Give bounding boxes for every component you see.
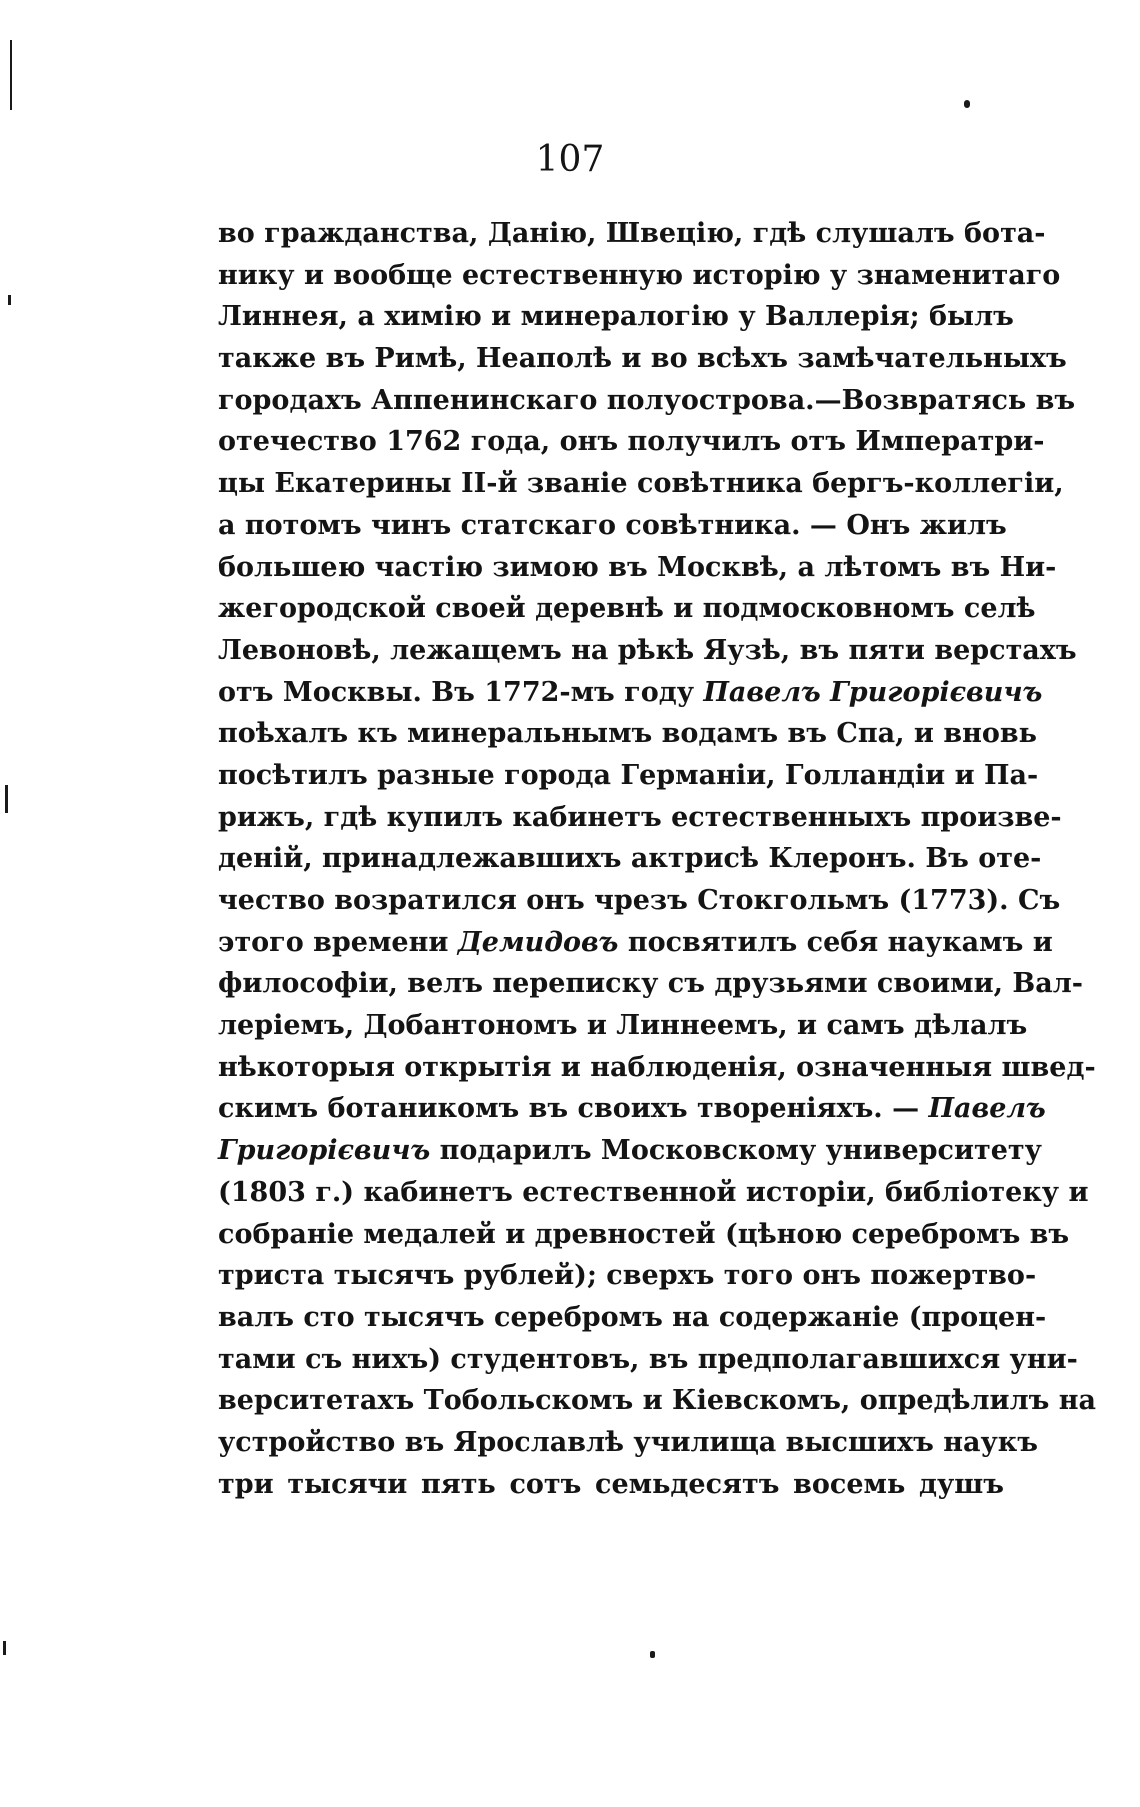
italic-name: Павелъ <box>928 1093 1046 1125</box>
text-segment: также въ Римѣ, Неаполѣ и во всѣхъ замѣчательныхъ <box>218 343 1067 375</box>
text-segment: отъ Москвы. Въ 1772-мъ году <box>218 676 704 708</box>
text-segment: чество возратился онъ чрезъ Стокгольмъ (1773). Съ <box>218 885 1061 916</box>
text-line <box>218 672 1043 714</box>
text-segment: устройство въ Ярославлѣ училища высшихъ наукъ <box>218 1426 1038 1458</box>
text-segment: поѣхалъ къ минеральнымъ водамъ въ Спа, и вновь <box>218 718 1037 750</box>
text-segment: деній, принадлежавшихъ актрисѣ Клеронъ. Въ оте- <box>218 843 1042 875</box>
text-line <box>218 1088 1046 1130</box>
text-line <box>218 505 1007 547</box>
text-segment: тами съ нихъ) студентовъ, въ предполагавшихся уни- <box>218 1343 1078 1375</box>
text-segment: подарилъ Московскому университету <box>430 1135 1042 1167</box>
text-line <box>218 755 1039 797</box>
text-line <box>218 463 1064 505</box>
text-line <box>218 338 1067 380</box>
text-segment: верситетахъ Тобольскомъ и Кіевскомъ, опредѣлилъ на <box>218 1385 1096 1417</box>
italic-name: Демидовъ <box>457 926 619 958</box>
scan-speck <box>8 295 11 305</box>
text-line <box>218 922 1053 964</box>
text-line <box>218 1255 1037 1297</box>
scan-speck <box>964 100 970 108</box>
text-line <box>218 421 1045 463</box>
text-line <box>218 1130 1042 1172</box>
text-line <box>218 380 1076 422</box>
text-segment: Левоновѣ, лежащемъ на рѣкѣ Яузѣ, въ пяти верстахъ <box>218 634 1077 666</box>
text-line <box>218 630 1077 672</box>
text-line <box>218 1005 1028 1047</box>
text-segment: а потомъ чинъ статскаго совѣтника. — Онъ жилъ <box>218 509 1007 541</box>
text-line <box>218 1422 1038 1464</box>
text-line <box>218 255 1061 297</box>
text-line <box>218 1172 1089 1214</box>
italic-name: Григорієвичъ <box>218 1135 431 1167</box>
text-segment: большею частію зимою въ Москвѣ, а лѣтомъ въ Ни- <box>218 551 1057 583</box>
text-segment: цы Екатерины II-й званіе совѣтника бергъ-коллегіи, <box>218 468 1064 500</box>
text-line <box>218 963 1083 1005</box>
text-line <box>218 547 1057 589</box>
text-line <box>218 213 1046 255</box>
scan-speck <box>5 785 8 813</box>
text-line <box>218 1047 1096 1089</box>
text-segment: валъ сто тысячъ серебромъ на содержаніе (процен- <box>218 1301 1047 1333</box>
text-line <box>218 588 1036 630</box>
text-segment: городахъ Аппенинскаго полуострова.—Возвратясь въ <box>218 384 1076 416</box>
scan-speck <box>3 1641 6 1655</box>
text-line <box>218 713 1037 755</box>
text-segment: скимъ ботаникомъ въ своихъ твореніяхъ. — <box>218 1093 929 1125</box>
text-line <box>218 1339 1078 1381</box>
text-line <box>218 296 1014 338</box>
scan-speck <box>650 1651 655 1658</box>
text-segment: отечество 1762 года, онъ получилъ отъ Императри- <box>218 426 1045 458</box>
text-line <box>218 880 1061 922</box>
text-segment: три тысячи пять сотъ семьдесятъ восемь душъ <box>218 1468 1004 1500</box>
text-segment: Линнея, а химію и минералогію у Валлерія; былъ <box>218 301 1014 333</box>
text-line <box>218 1380 1096 1422</box>
page-text <box>218 213 1096 1505</box>
text-segment: этого времени <box>218 926 458 958</box>
text-line <box>218 797 1062 839</box>
text-segment: философіи, велъ переписку съ друзьями своими, Вал- <box>218 968 1083 1000</box>
text-line <box>218 1297 1047 1339</box>
italic-name: Павелъ Григорієвичъ <box>703 676 1043 708</box>
text-segment: леріемъ, Добантономъ и Линнеемъ, и самъ дѣлалъ <box>218 1010 1028 1042</box>
text-segment: жегородской своей деревнѣ и подмосковномъ селѣ <box>218 593 1036 625</box>
scan-speck <box>10 40 12 110</box>
text-line <box>218 1464 1004 1506</box>
text-segment: посѣтилъ разные города Германіи, Голландіи и Па- <box>218 759 1039 791</box>
text-segment: во гражданства, Данію, Швецію, гдѣ слушалъ бота- <box>218 218 1046 249</box>
text-segment: нѣкоторыя открытія и наблюденія, означенныя швед- <box>218 1051 1096 1083</box>
text-line <box>218 1214 1070 1256</box>
text-segment: нику и вообще естественную исторію у знаменитаго <box>218 259 1061 291</box>
text-segment: (1803 г.) кабинетъ естественной исторіи, библіотеку и <box>218 1176 1089 1208</box>
text-segment: собраніе медалей и древностей (цѣною серебромъ въ <box>218 1218 1070 1250</box>
text-segment: триста тысячъ рублей); сверхъ того онъ пожертво- <box>218 1260 1037 1292</box>
text-line <box>218 838 1042 880</box>
text-segment: рижъ, гдѣ купилъ кабинетъ естественныхъ произве- <box>218 801 1062 833</box>
text-segment: посвятилъ себя наукамъ и <box>618 926 1053 958</box>
page-number: 107 <box>535 139 605 180</box>
